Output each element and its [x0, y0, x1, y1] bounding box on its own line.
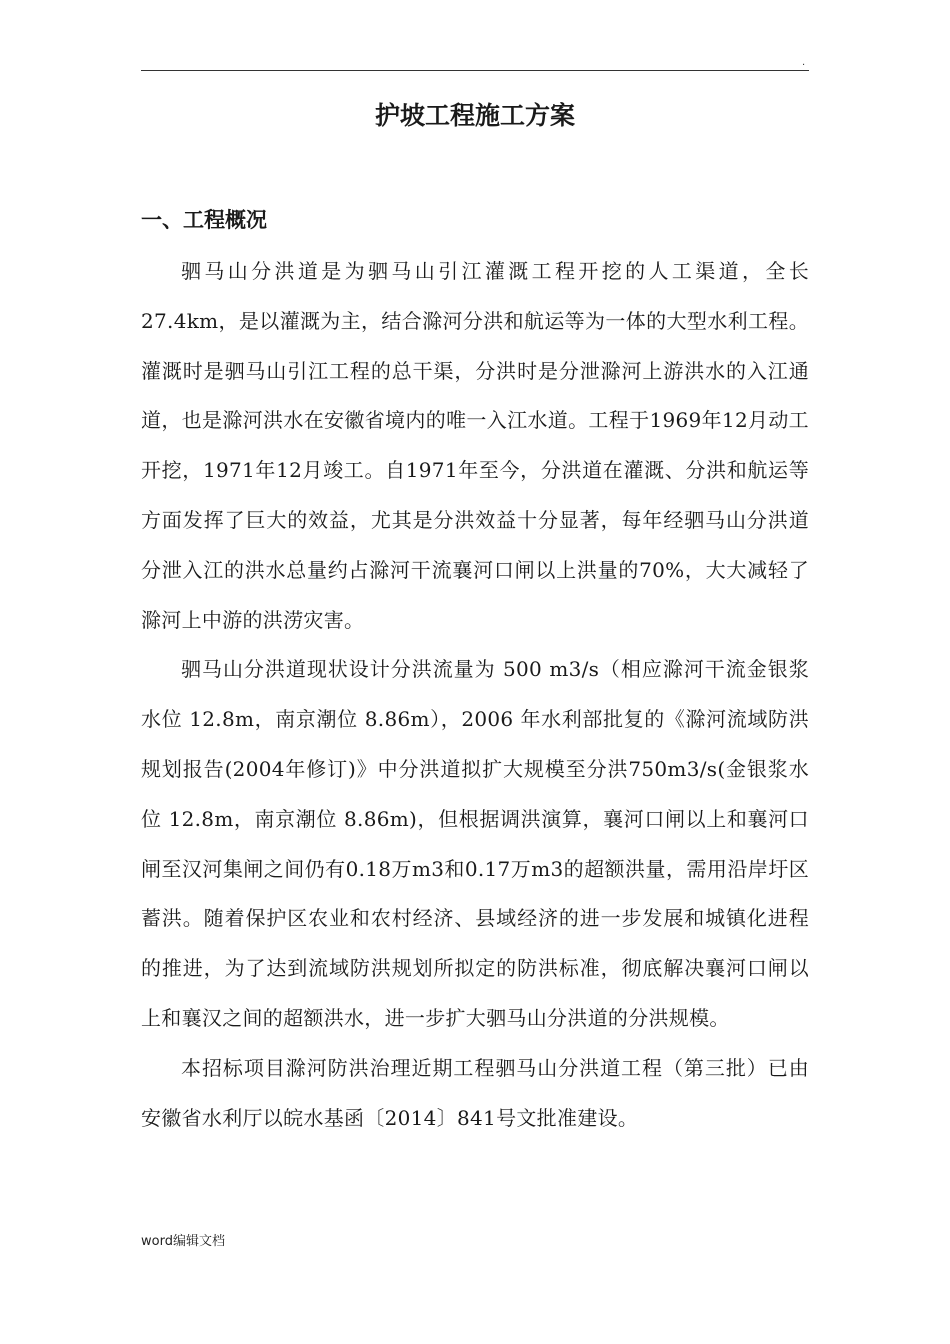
header-rule: [141, 70, 809, 71]
paragraph-overview: 驷马山分洪道是为驷马山引江灌溉工程开挖的人工渠道，全长27.4km，是以灌溉为主，结合滁河分洪和航运等为一体的大型水利工程。灌溉时是驷马山引江工程的总干渠，分洪时是分泄滁河上游洪水的入江通道，也是滁河洪水在安徽省境内的唯一入江水道。工程于1969年12月动工开挖，1971年12月竣工。自1971年至今，分洪道在灌溉、分洪和航运等方面发挥了巨大的效益，尤其是分洪效益十分显著，每年经驷马山分洪道分泄入江的洪水总量约占滁河干流襄河口闸以上洪量的70%，大大减轻了滁河上中游的洪涝灾害。: [141, 259, 809, 632]
header-dot: .: [802, 57, 806, 68]
footer-label: word编辑文档: [141, 1234, 225, 1249]
paragraph-approval: 本招标项目滁河防洪治理近期工程驷马山分洪道工程（第三批）已由安徽省水利厅以皖水基函〔2014〕841号文批准建设。: [141, 1055, 809, 1130]
body-text: [141, 247, 809, 1143]
document-title: 护坡工程施工方案: [374, 101, 575, 130]
paragraph-design-flow: 驷马山分洪道现状设计分洪流量为 500 m3/s（相应滁河干流金银浆水位 12.8m，南京潮位 8.86m），2006 年水利部批复的《滁河流域防洪规划报告(2004年修订)》中分洪道拟扩大规模至分洪750m3/s(金银浆水位 12.8m，南京潮位 8.86m)，但根据调洪演算，襄河口闸以上和襄河口闸至汉河集闸之间仍有0.18万m3和0.17万m3的超额洪量，需用沿岸圩区蓄洪。随着保护区农业和农村经济、县域经济的进一步发展和城镇化进程的推进，为了达到流域防洪规划所拟定的防洪标准，彻底解决襄河口闸以上和襄汉之间的超额洪水，进一步扩大驷马山分洪道的分洪规模。: [141, 657, 809, 1030]
section-heading: 一、工程概况: [141, 208, 267, 232]
